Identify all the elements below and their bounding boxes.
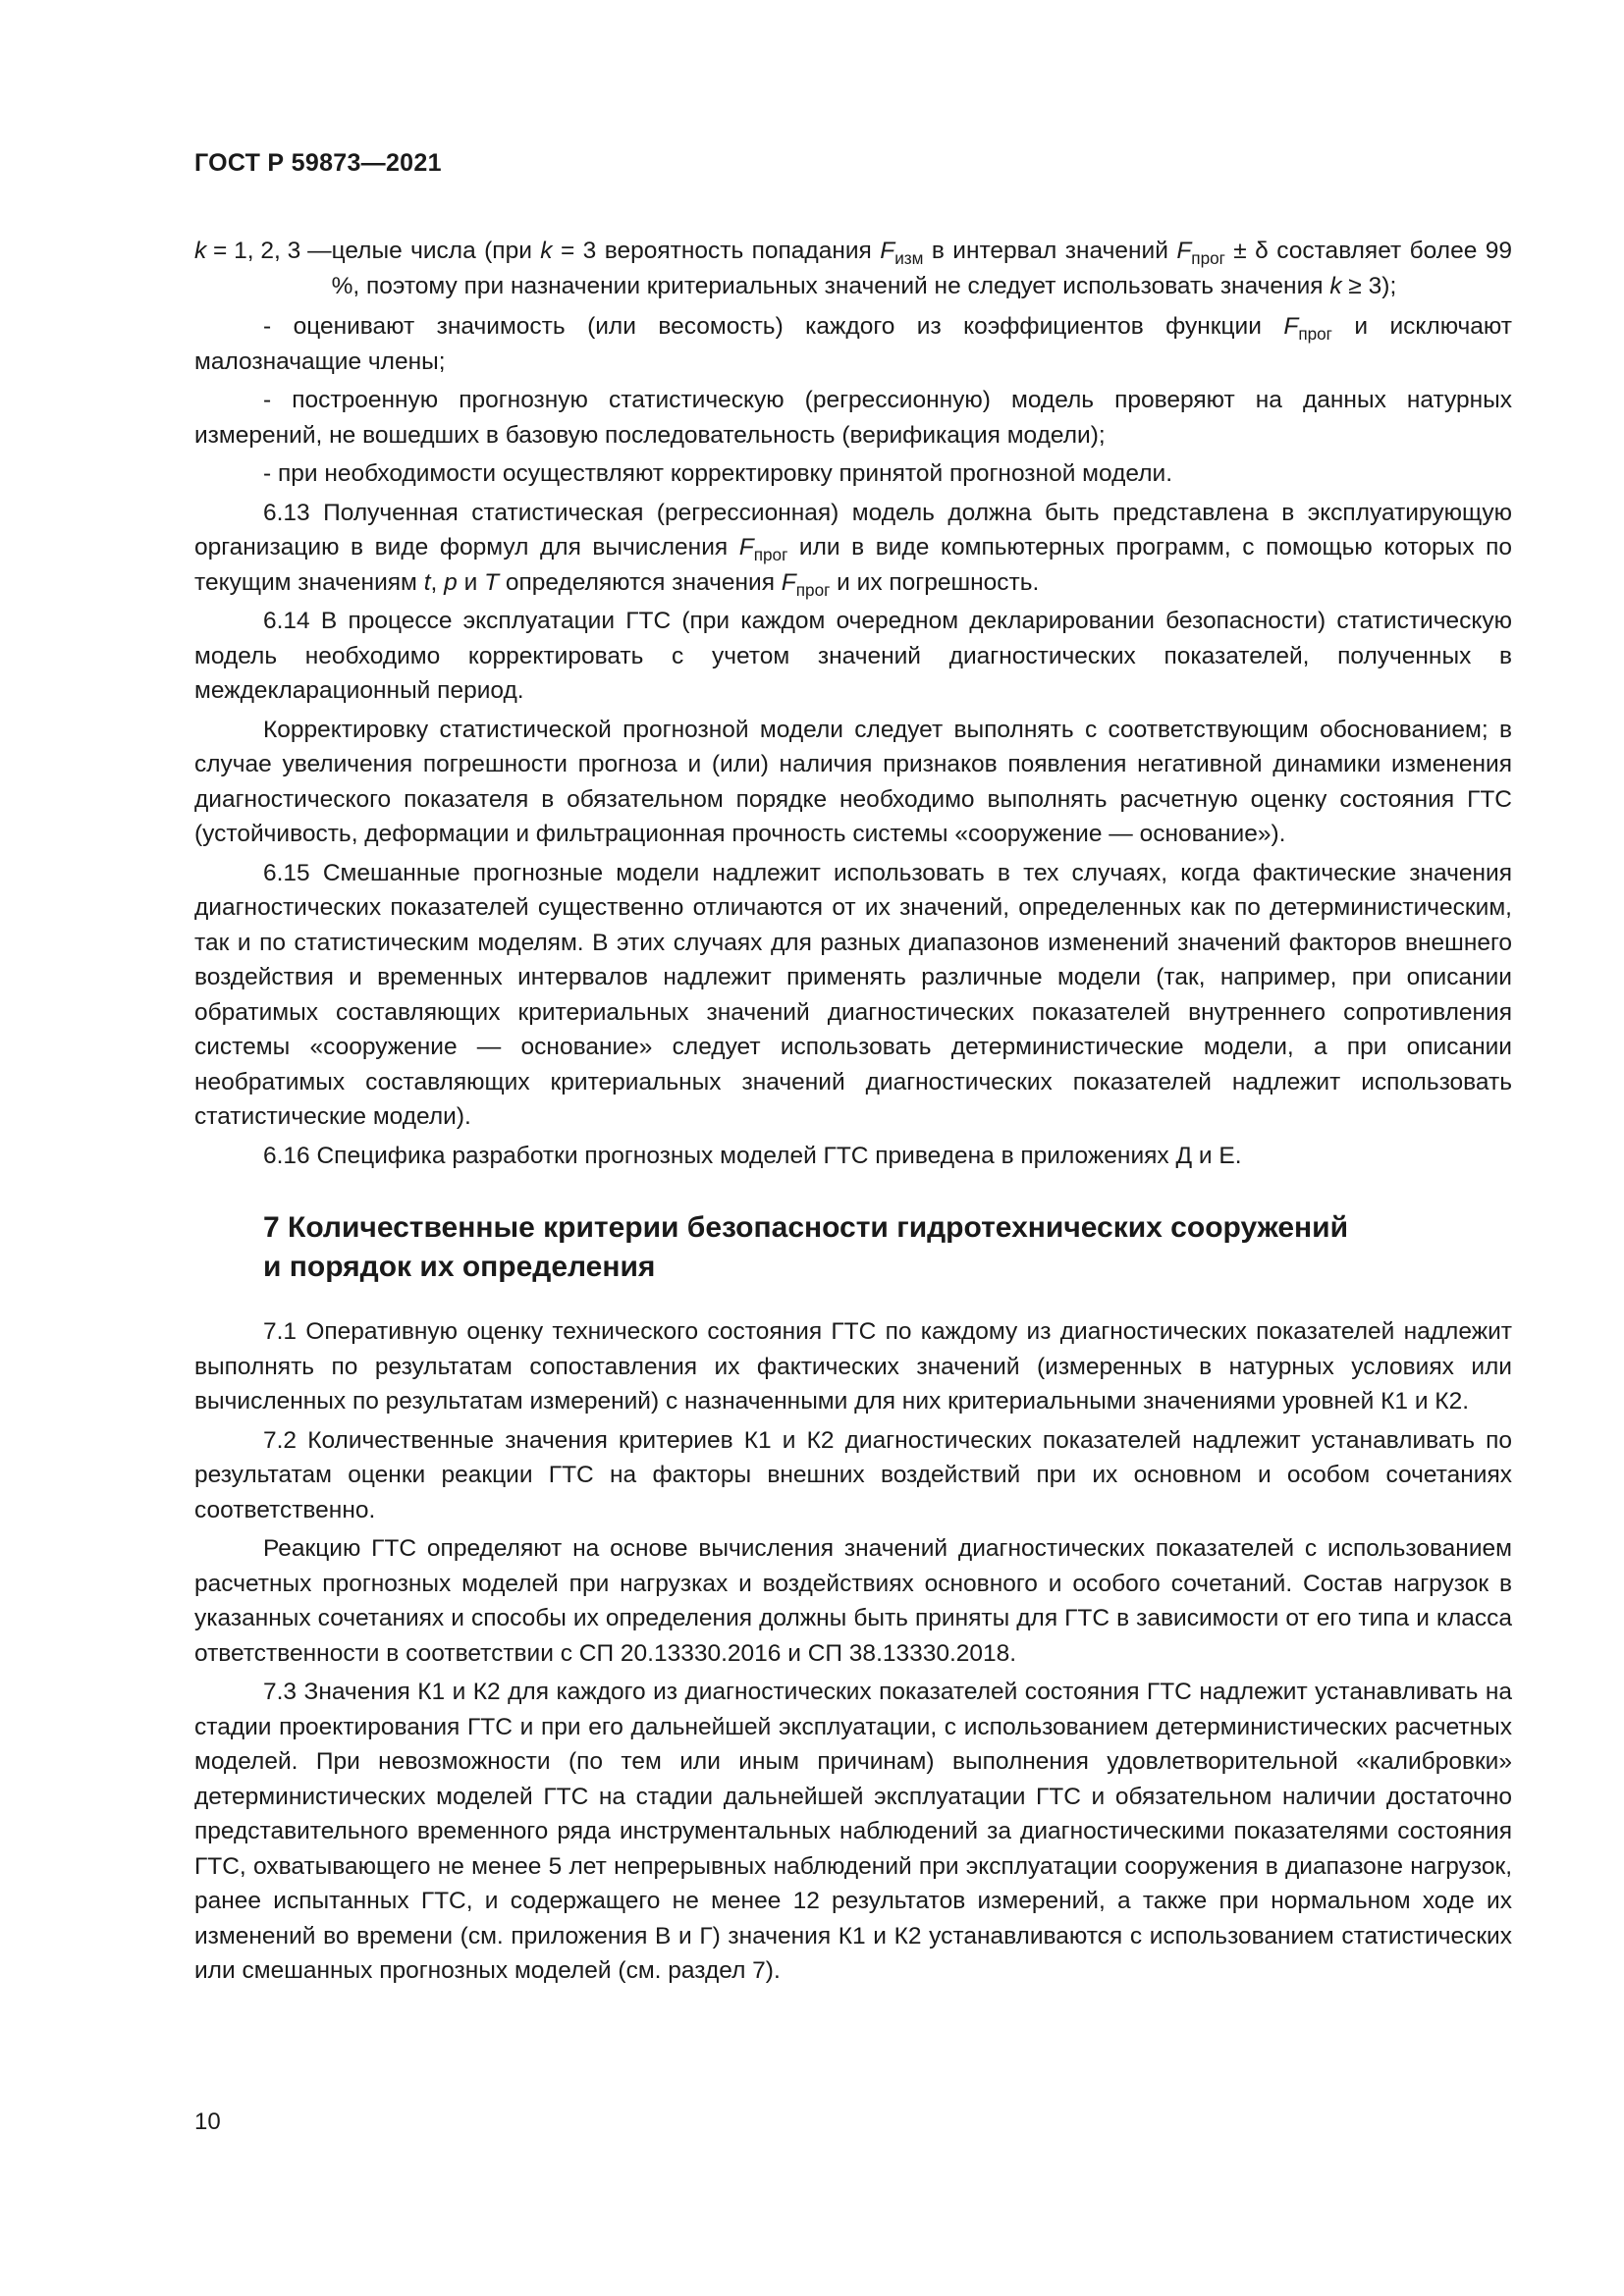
document-body [194, 234, 1512, 1993]
bullet-item: - при необходимости осуществляют корректировку принятой прогнозной модели. [263, 460, 1173, 487]
section-7-heading [263, 1208, 1512, 1287]
paragraph-7-3: 7.3 Значения К1 и К2 для каждого из диагностических показателей состояния ГТС надлежит устанавливать на стадии проектирования ГТС и при его дальнейшей эксплуатации, с использованием детерминистических расчетных моделей. При невозможности (по тем или иным причинам) выполнения удовлетворительной «калибровки» детерминистических моделей ГТС на стадии дальнейшей эксплуатации ГТС и обязательном наличии достаточно представительного временного ряда инструментальных наблюдений за диагностическими показателями состояния ГТС, охватывающего не менее 5 лет непрерывных наблюдений при эксплуатации сооружения в диапазоне нагрузок, ранее испытанных ГТС, и содержащего не менее 12 результатов измерений, а также при нормальном ходе их изменений во времени (см. приложения В и Г) значения К1 и К2 устанавливаются с использованием статистических или смешанных прогнозных моделей (см. раздел 7). [194, 1679, 1512, 1984]
paragraph-6-15: 6.15 Смешанные прогнозные модели надлежит использовать в тех случаях, когда фактические значения диагностических показателей существенно отличаются от их значений, определенных как по детерминистическим, так и по статистическим моделям. В этих случаях для разных диапазонов изменений значений факторов внешнего воздействия и временных интервалов надлежит применять различные модели (так, например, при описании обратимых составляющих критериальных значений диагностических показателей внутреннего сопротивления системы «сооружение — основание» следует использовать детерминистические модели, а при описании необратимых составляющих критериальных значений диагностических показателей надлежит использовать статистические модели). [194, 859, 1512, 1130]
definition-description: целые числа (при k = 3 вероятность попадания $F_{изм}$ в интервал значений $F_{прог} \pm \delta$ составляет более 99 %, поэтому при назначении критериальных значений не следует использовать значения k ≥ 3); [331, 238, 1512, 299]
paragraph-7-2-continued: Реакцию ГТС определяют на основе вычисления значений диагностических показателей с использованием расчетных прогнозных моделей при нагрузках и воздействиях основного и особого сочетаний. Состав нагрузок в указанных сочетаниях и способы их определения должны быть приняты для ГТС в зависимости от его типа и класса ответственности в соответствии с СП 20.13330.2016 и СП 38.13330.2018. [194, 1535, 1512, 1667]
paragraph-6-14-continued: Корректировку статистической прогнозной модели следует выполнять с соответствующим обоснованием; в случае увеличения погрешности прогноза и (или) наличия признаков появления негативной динамики изменения диагностического показателя в обязательном порядке необходимо выполнять расчетную оценку состояния ГТС (устойчивость, деформации и фильтрационная прочность системы «сооружение — основание»). [194, 716, 1512, 847]
paragraph-6-14: 6.14 В процессе эксплуатации ГТС (при каждом очередном декларировании безопасности) статистическую модель необходимо корректировать с учетом значений диагностических показателей, полученных в междекларационный период. [194, 608, 1512, 704]
paragraph-7-1: 7.1 Оперативную оценку технического состояния ГТС по каждому из диагностических показателей надлежит выполнять по результатам сопоставления их фактических значений (измеренных в натурных условиях или вычисленных по результатам измерений) с назначенными для них критериальными значениями уровней К1 и К2. [194, 1318, 1512, 1415]
definition-term: k = 1, 2, 3 — [194, 238, 332, 264]
section-7-heading-line-1: 7 Количественные критерии безопасности гидротехнических сооружений [263, 1211, 1349, 1244]
page-number: 10 [194, 2109, 221, 2135]
section-7-heading-line-2: и порядок их определения [263, 1251, 656, 1283]
definition-entry [194, 234, 1512, 303]
paragraph-7-2: 7.2 Количественные значения критериев К1 и К2 диагностических показателей надлежит устанавливать по результатам оценки реакции ГТС на факторы внешних воздействий при их основном и особом сочетаниях соответственно. [194, 1426, 1512, 1523]
bullet-item: - оценивают значимость (или весомость) каждого из коэффициентов функции $F_{прог}$ и исключают малозначащие члены; [194, 313, 1512, 375]
paragraph-6-13: 6.13 Полученная статистическая (регрессионная) модель должна быть представлена в эксплуатирующую организацию в виде формул для вычисления $F_{прог}$ или в виде компьютерных программ, с помощью которых по текущим значениям t, p и T определяются значения $F_{прог}$ и их погрешность. [194, 499, 1512, 600]
document-code-header: ГОСТ Р 59873—2021 [194, 149, 442, 177]
bullet-item: - построенную прогнозную статистическую (регрессионную) модель проверяют на данных натурных измерений, не вошедших в базовую последовательность (верификация модели); [194, 387, 1512, 449]
paragraph-6-16: 6.16 Специфика разработки прогнозных моделей ГТС приведена в приложениях Д и Е. [263, 1142, 1242, 1169]
